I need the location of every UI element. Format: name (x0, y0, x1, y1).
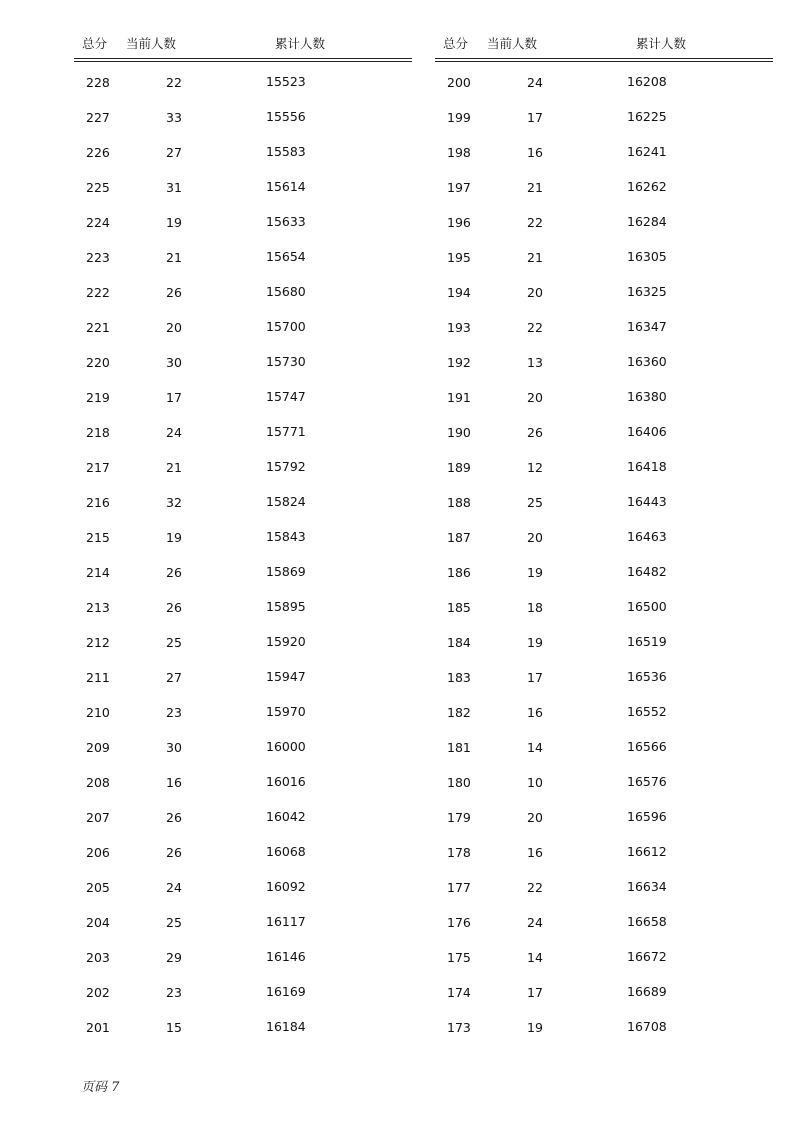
cell-score: 193 (447, 320, 471, 335)
table-row (435, 530, 773, 565)
cell-current-count: 21 (166, 250, 182, 265)
cell-current-count: 30 (166, 740, 182, 755)
table-row (435, 985, 773, 1020)
cell-current-count: 12 (527, 460, 543, 475)
cell-current-count: 19 (527, 565, 543, 580)
cell-current-count: 17 (166, 390, 182, 405)
cell-current-count: 14 (527, 740, 543, 755)
cell-score: 220 (86, 355, 110, 370)
cell-cumulative-count: 15583 (266, 144, 306, 159)
cell-cumulative-count: 16482 (627, 564, 667, 579)
cell-current-count: 26 (166, 565, 182, 580)
cell-score: 191 (447, 390, 471, 405)
cell-cumulative-count: 16552 (627, 704, 667, 719)
cell-score: 188 (447, 495, 471, 510)
cell-score: 185 (447, 600, 471, 615)
table-row (435, 425, 773, 460)
cell-current-count: 26 (527, 425, 543, 440)
header-score: 总分 (443, 36, 469, 51)
cell-score: 200 (447, 75, 471, 90)
cell-score: 194 (447, 285, 471, 300)
cell-cumulative-count: 15771 (266, 424, 306, 439)
cell-cumulative-count: 15824 (266, 494, 306, 509)
cell-cumulative-count: 16305 (627, 249, 667, 264)
cell-current-count: 24 (166, 880, 182, 895)
table-row (435, 915, 773, 950)
cell-score: 189 (447, 460, 471, 475)
cell-current-count: 10 (527, 775, 543, 790)
table-row (74, 880, 412, 915)
table-row (74, 635, 412, 670)
cell-cumulative-count: 15700 (266, 319, 306, 334)
table-row (74, 600, 412, 635)
cell-cumulative-count: 15654 (266, 249, 306, 264)
cell-score: 203 (86, 950, 110, 965)
table-row (435, 635, 773, 670)
table-row (435, 215, 773, 250)
cell-cumulative-count: 16418 (627, 459, 667, 474)
cell-current-count: 25 (166, 915, 182, 930)
cell-cumulative-count: 16042 (266, 809, 306, 824)
cell-current-count: 16 (527, 145, 543, 160)
cell-current-count: 18 (527, 600, 543, 615)
cell-cumulative-count: 16325 (627, 284, 667, 299)
cell-score: 197 (447, 180, 471, 195)
cell-score: 226 (86, 145, 110, 160)
cell-score: 180 (447, 775, 471, 790)
cell-cumulative-count: 16380 (627, 389, 667, 404)
cell-score: 213 (86, 600, 110, 615)
cell-score: 175 (447, 950, 471, 965)
table-row (74, 670, 412, 705)
cell-current-count: 27 (166, 670, 182, 685)
table-body (435, 75, 773, 1055)
cell-score: 187 (447, 530, 471, 545)
cell-current-count: 31 (166, 180, 182, 195)
cell-score: 208 (86, 775, 110, 790)
cell-cumulative-count: 15614 (266, 179, 306, 194)
cell-current-count: 17 (527, 985, 543, 1000)
cell-current-count: 19 (166, 530, 182, 545)
cell-cumulative-count: 16262 (627, 179, 667, 194)
cell-current-count: 15 (166, 1020, 182, 1035)
table-header (74, 30, 412, 54)
cell-cumulative-count: 16672 (627, 949, 667, 964)
cell-cumulative-count: 16463 (627, 529, 667, 544)
cell-current-count: 20 (527, 285, 543, 300)
table-row (74, 740, 412, 775)
header-cumulative-count: 累计人数 (636, 36, 687, 51)
cell-score: 216 (86, 495, 110, 510)
cell-current-count: 16 (166, 775, 182, 790)
cell-cumulative-count: 16689 (627, 984, 667, 999)
cell-score: 179 (447, 810, 471, 825)
cell-score: 211 (86, 670, 110, 685)
cell-cumulative-count: 15680 (266, 284, 306, 299)
table-header (435, 30, 773, 54)
cell-score: 184 (447, 635, 471, 650)
cell-score: 223 (86, 250, 110, 265)
table-row (74, 845, 412, 880)
cell-current-count: 22 (527, 320, 543, 335)
cell-current-count: 24 (166, 425, 182, 440)
cell-score: 201 (86, 1020, 110, 1035)
cell-score: 182 (447, 705, 471, 720)
cell-score: 228 (86, 75, 110, 90)
table-row (74, 425, 412, 460)
cell-current-count: 26 (166, 285, 182, 300)
cell-current-count: 25 (166, 635, 182, 650)
table-row (74, 250, 412, 285)
cell-cumulative-count: 15970 (266, 704, 306, 719)
header-rule (435, 58, 773, 59)
cell-score: 199 (447, 110, 471, 125)
table-row (435, 145, 773, 180)
table-row (74, 985, 412, 1020)
cell-cumulative-count: 16519 (627, 634, 667, 649)
cell-cumulative-count: 16566 (627, 739, 667, 754)
table-row (435, 390, 773, 425)
cell-current-count: 26 (166, 600, 182, 615)
table-row (74, 320, 412, 355)
header-current-count: 当前人数 (126, 36, 177, 51)
cell-cumulative-count: 16092 (266, 879, 306, 894)
cell-current-count: 17 (527, 670, 543, 685)
cell-score: 195 (447, 250, 471, 265)
cell-cumulative-count: 16500 (627, 599, 667, 614)
cell-cumulative-count: 16443 (627, 494, 667, 509)
cell-current-count: 20 (527, 810, 543, 825)
cell-score: 214 (86, 565, 110, 580)
cell-current-count: 19 (166, 215, 182, 230)
cell-current-count: 29 (166, 950, 182, 965)
cell-cumulative-count: 16068 (266, 844, 306, 859)
table-row (74, 75, 412, 110)
cell-cumulative-count: 16284 (627, 214, 667, 229)
cell-score: 176 (447, 915, 471, 930)
cell-score: 218 (86, 425, 110, 440)
header-score: 总分 (82, 36, 108, 51)
cell-current-count: 16 (527, 845, 543, 860)
cell-current-count: 30 (166, 355, 182, 370)
table-row (435, 75, 773, 110)
cell-score: 209 (86, 740, 110, 755)
cell-current-count: 13 (527, 355, 543, 370)
cell-current-count: 24 (527, 75, 543, 90)
cell-cumulative-count: 15730 (266, 354, 306, 369)
cell-current-count: 26 (166, 845, 182, 860)
table-row (435, 285, 773, 320)
table-row (74, 810, 412, 845)
cell-score: 192 (447, 355, 471, 370)
cell-current-count: 26 (166, 810, 182, 825)
cell-cumulative-count: 16406 (627, 424, 667, 439)
cell-cumulative-count: 16169 (266, 984, 306, 999)
cell-current-count: 17 (527, 110, 543, 125)
cell-current-count: 23 (166, 705, 182, 720)
cell-score: 215 (86, 530, 110, 545)
cell-score: 225 (86, 180, 110, 195)
table-row (74, 110, 412, 145)
cell-score: 177 (447, 880, 471, 895)
cell-score: 219 (86, 390, 110, 405)
cell-current-count: 33 (166, 110, 182, 125)
cell-cumulative-count: 16634 (627, 879, 667, 894)
cell-current-count: 19 (527, 1020, 543, 1035)
cell-score: 212 (86, 635, 110, 650)
cell-current-count: 22 (527, 215, 543, 230)
table-row (74, 285, 412, 320)
cell-score: 206 (86, 845, 110, 860)
table-row (74, 705, 412, 740)
cell-current-count: 24 (527, 915, 543, 930)
cell-score: 190 (447, 425, 471, 440)
table-row (74, 565, 412, 600)
cell-current-count: 22 (166, 75, 182, 90)
cell-cumulative-count: 15792 (266, 459, 306, 474)
cell-cumulative-count: 15920 (266, 634, 306, 649)
cell-cumulative-count: 16225 (627, 109, 667, 124)
cell-score: 198 (447, 145, 471, 160)
cell-score: 174 (447, 985, 471, 1000)
cell-cumulative-count: 15843 (266, 529, 306, 544)
cell-score: 196 (447, 215, 471, 230)
cell-score: 205 (86, 880, 110, 895)
header-cumulative-count: 累计人数 (275, 36, 326, 51)
cell-cumulative-count: 16000 (266, 739, 306, 754)
table-row (435, 880, 773, 915)
page-number: 页码 7 (81, 1080, 120, 1095)
cell-cumulative-count: 16576 (627, 774, 667, 789)
cell-score: 186 (447, 565, 471, 580)
cell-cumulative-count: 16208 (627, 74, 667, 89)
table-row (435, 355, 773, 390)
cell-current-count: 22 (527, 880, 543, 895)
cell-cumulative-count: 15869 (266, 564, 306, 579)
cell-score: 207 (86, 810, 110, 825)
cell-current-count: 20 (527, 390, 543, 405)
cell-current-count: 19 (527, 635, 543, 650)
table-row (74, 915, 412, 950)
table-row (74, 495, 412, 530)
cell-current-count: 16 (527, 705, 543, 720)
header-rule-double (74, 61, 412, 62)
cell-cumulative-count: 16016 (266, 774, 306, 789)
cell-cumulative-count: 16658 (627, 914, 667, 929)
cell-cumulative-count: 15633 (266, 214, 306, 229)
cell-cumulative-count: 16536 (627, 669, 667, 684)
table-row (435, 460, 773, 495)
score-table-left (74, 30, 412, 1055)
cell-cumulative-count: 16612 (627, 844, 667, 859)
cell-cumulative-count: 16184 (266, 1019, 306, 1034)
table-row (435, 180, 773, 215)
cell-cumulative-count: 16347 (627, 319, 667, 334)
cell-score: 204 (86, 915, 110, 930)
table-row (435, 810, 773, 845)
header-current-count: 当前人数 (487, 36, 538, 51)
header-rule-double (435, 61, 773, 62)
cell-cumulative-count: 15747 (266, 389, 306, 404)
cell-score: 178 (447, 845, 471, 860)
table-row (435, 705, 773, 740)
table-row (74, 215, 412, 250)
table-row (435, 740, 773, 775)
table-row (74, 145, 412, 180)
cell-score: 173 (447, 1020, 471, 1035)
cell-cumulative-count: 16596 (627, 809, 667, 824)
cell-current-count: 27 (166, 145, 182, 160)
cell-cumulative-count: 15556 (266, 109, 306, 124)
cell-cumulative-count: 16708 (627, 1019, 667, 1034)
cell-current-count: 20 (166, 320, 182, 335)
header-rule (74, 58, 412, 59)
cell-score: 183 (447, 670, 471, 685)
cell-current-count: 20 (527, 530, 543, 545)
table-row (435, 565, 773, 600)
table-row (435, 110, 773, 145)
cell-cumulative-count: 16117 (266, 914, 306, 929)
cell-current-count: 21 (527, 180, 543, 195)
cell-score: 227 (86, 110, 110, 125)
table-row (435, 495, 773, 530)
table-row (74, 950, 412, 985)
cell-score: 224 (86, 215, 110, 230)
cell-current-count: 23 (166, 985, 182, 1000)
table-row (435, 950, 773, 985)
cell-current-count: 21 (166, 460, 182, 475)
cell-score: 210 (86, 705, 110, 720)
table-row (74, 390, 412, 425)
table-row (74, 1020, 412, 1055)
cell-score: 221 (86, 320, 110, 335)
table-row (435, 670, 773, 705)
cell-score: 181 (447, 740, 471, 755)
table-row (74, 460, 412, 495)
table-row (74, 775, 412, 810)
cell-cumulative-count: 16360 (627, 354, 667, 369)
table-body (74, 75, 412, 1055)
cell-cumulative-count: 16146 (266, 949, 306, 964)
table-row (74, 355, 412, 390)
cell-current-count: 32 (166, 495, 182, 510)
table-row (435, 600, 773, 635)
table-row (435, 1020, 773, 1055)
cell-current-count: 14 (527, 950, 543, 965)
cell-cumulative-count: 15523 (266, 74, 306, 89)
cell-cumulative-count: 16241 (627, 144, 667, 159)
table-row (435, 775, 773, 810)
cell-score: 202 (86, 985, 110, 1000)
cell-cumulative-count: 15947 (266, 669, 306, 684)
table-row (435, 320, 773, 355)
cell-current-count: 25 (527, 495, 543, 510)
cell-score: 222 (86, 285, 110, 300)
table-row (74, 180, 412, 215)
table-row (435, 250, 773, 285)
cell-score: 217 (86, 460, 110, 475)
cell-current-count: 21 (527, 250, 543, 265)
cell-cumulative-count: 15895 (266, 599, 306, 614)
table-row (435, 845, 773, 880)
table-row (74, 530, 412, 565)
score-table-right (435, 30, 773, 1055)
